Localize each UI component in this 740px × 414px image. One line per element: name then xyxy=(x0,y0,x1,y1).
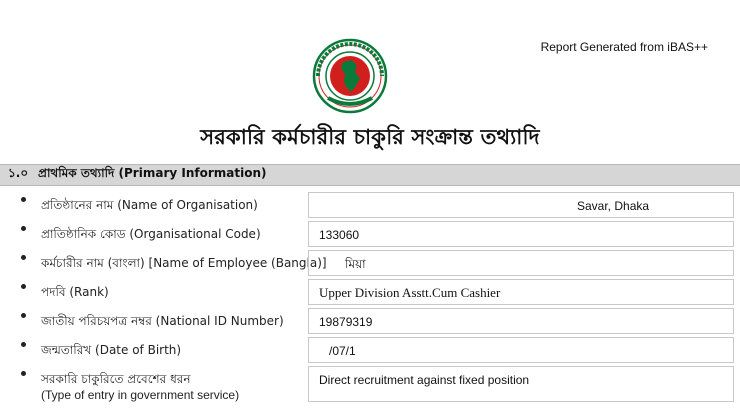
field-label: কর্মচারীর নাম (বাংলা) [Name of Employee (Bangla)] xyxy=(41,256,327,270)
organisation-code-value: 133060 xyxy=(308,221,734,247)
bullet-icon xyxy=(21,284,26,289)
rank-value: Upper Division Asstt.Cum Cashier xyxy=(308,279,734,305)
organisation-name-value: Savar, Dhaka xyxy=(308,192,734,218)
report-source: Report Generated from iBAS++ xyxy=(540,40,708,54)
field-row-nid xyxy=(0,306,740,335)
field-label: জাতীয় পরিচয়পত্র নম্বর (National ID Number) xyxy=(41,314,284,328)
employee-name-value: মিয়া xyxy=(308,250,734,276)
bullet-icon xyxy=(21,197,26,202)
field-label: প্রাতিষ্ঠানিক কোড (Organisational Code) xyxy=(41,227,261,241)
field-row-dob xyxy=(0,335,740,364)
field-label xyxy=(41,371,239,403)
field-row-rank xyxy=(0,277,740,306)
bullet-icon xyxy=(21,371,26,376)
field-row-organisation xyxy=(0,190,740,219)
field-label: জন্মতারিখ (Date of Birth) xyxy=(41,343,182,357)
primary-info-fields xyxy=(0,190,740,404)
section-header-primary xyxy=(0,164,740,186)
field-row-org-code xyxy=(0,219,740,248)
page-title: সরকারি কর্মচারীর চাকুরি সংক্রান্ত তথ্যাদি xyxy=(200,125,540,149)
bullet-icon xyxy=(21,342,26,347)
field-label-bangla: সরকারি চাকুরিতে প্রবেশের ধরন xyxy=(41,372,191,386)
section-label: প্রাথমিক তথ্যাদি (Primary Information) xyxy=(38,166,267,180)
date-of-birth-value: /07/1 xyxy=(308,337,734,363)
field-label: প্রতিষ্ঠানের নাম (Name of Organisation) xyxy=(41,198,258,212)
government-seal-logo xyxy=(310,36,390,116)
bullet-icon xyxy=(21,313,26,318)
section-number: ১.০ xyxy=(8,166,29,180)
field-row-employee-name xyxy=(0,248,740,277)
field-label: পদবি (Rank) xyxy=(41,285,109,299)
field-label-english: (Type of entry in government service) xyxy=(41,388,240,402)
bullet-icon xyxy=(21,255,26,260)
bullet-icon xyxy=(21,226,26,231)
field-row-entry-type xyxy=(0,364,740,404)
national-id-value: 19879319 xyxy=(308,308,734,334)
entry-type-value: Direct recruitment against fixed position xyxy=(308,366,734,402)
